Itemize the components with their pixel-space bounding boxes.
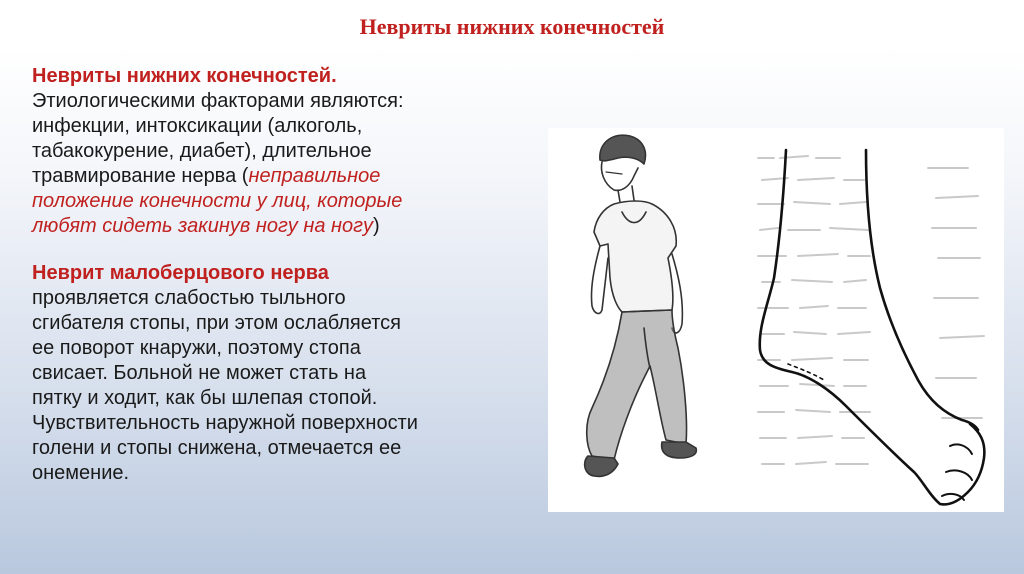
text-line: табакокурение, диабет), длительное — [32, 140, 372, 162]
text-line: онемение. — [32, 462, 130, 484]
emphasis-text: неправильное — [248, 165, 381, 187]
paragraph-heading-neuritis: Невриты нижних конечностей. — [32, 65, 337, 87]
dropped-foot-outline — [760, 150, 985, 504]
background-scribbles — [758, 156, 984, 464]
text-line: свисает. Больной не может стать на — [32, 362, 367, 384]
text-line: проявляется слабостью тыльного — [32, 287, 346, 309]
text-line: инфекции, интоксикации (алкоголь, — [32, 115, 363, 137]
text-line: ее поворот кнаружи, поэтому стопа — [32, 337, 361, 359]
text-line: травмирование нерва ( — [32, 165, 249, 187]
text-line: ) — [373, 215, 380, 237]
text-line: пятку и ходит, как бы шлепая стопой. — [32, 387, 378, 409]
emphasis-text: любят сидеть закинув ногу на ногу — [32, 215, 374, 237]
paragraph-heading-peroneal: Неврит малоберцового нерва — [32, 262, 329, 284]
paragraph-peroneal — [32, 261, 532, 486]
text-line: Чувствительность наружной поверхности — [32, 412, 418, 434]
emphasis-text: положение конечности у лиц, которые — [32, 190, 403, 212]
text-block — [32, 64, 532, 486]
illustration-panel — [548, 128, 1004, 512]
text-line: голени и стопы снижена, отмечается ее — [32, 437, 402, 459]
paragraph-etiology — [32, 64, 532, 239]
walking-woman-sketch — [585, 135, 697, 476]
text-line: сгибателя стопы, при этом ослабляется — [32, 312, 401, 334]
slide-title: Невриты нижних конечностей — [359, 14, 665, 39]
text-line: Этиологическими факторами являются: — [32, 90, 404, 112]
